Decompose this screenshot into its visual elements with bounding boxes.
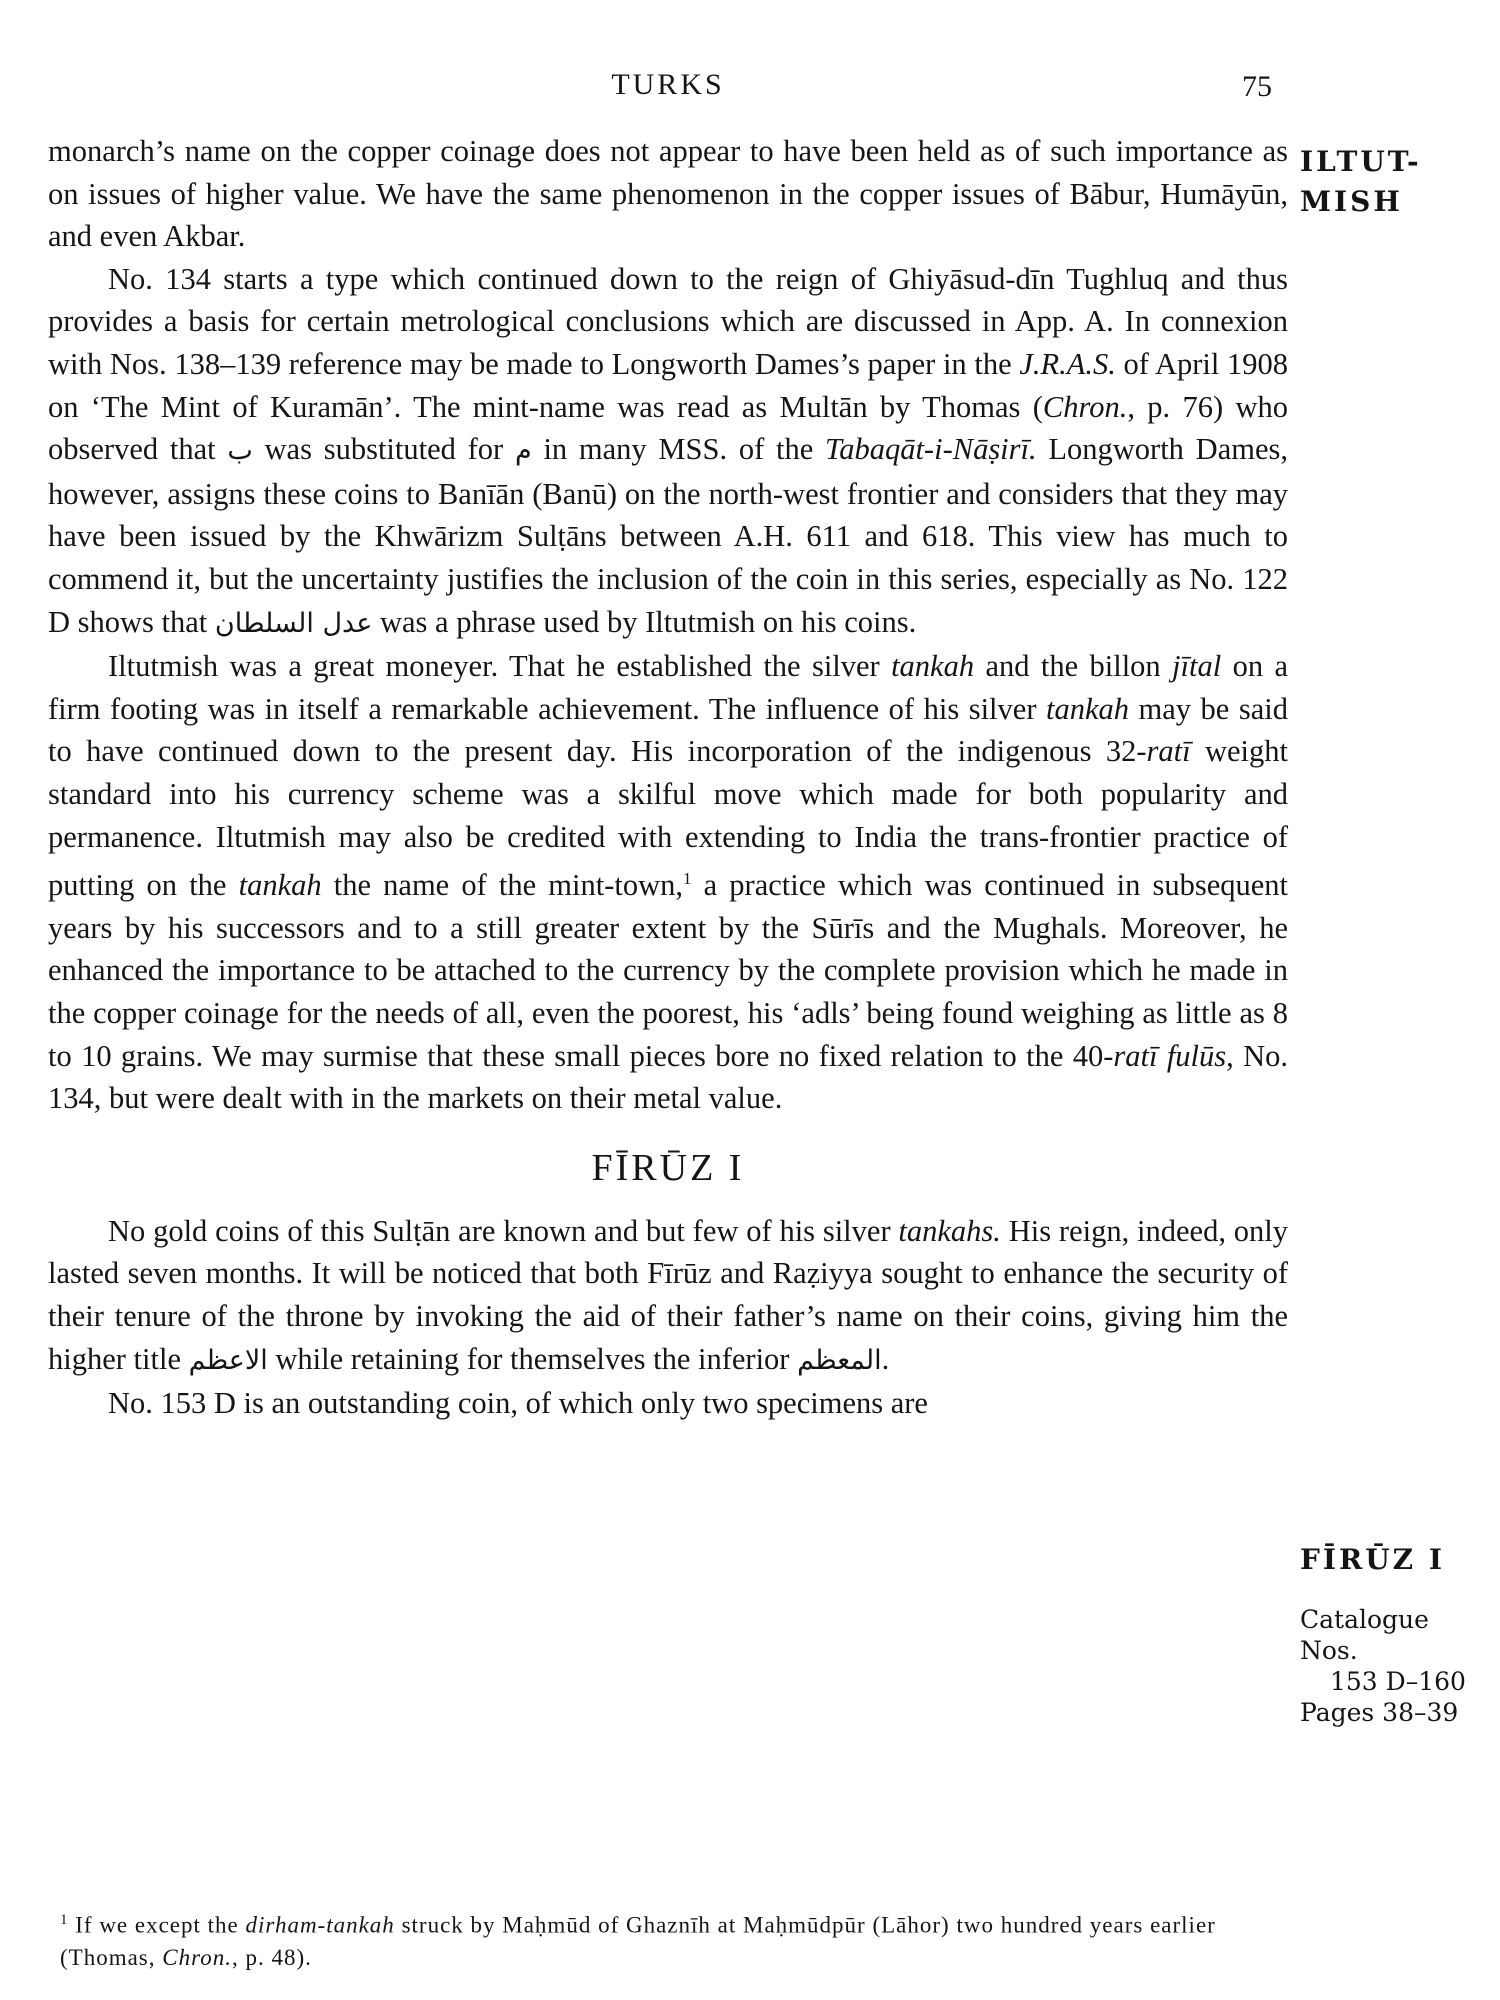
text-run: No. 153 D is an outstanding coin, of which only two specimens are [108, 1386, 928, 1421]
italic-run: jītal [1172, 649, 1222, 684]
paragraph-4 [48, 1210, 1288, 1382]
text-run: , No. 134, but were dealt with in the markets on their metal value. [48, 1038, 1289, 1116]
arabic-text: ب [227, 435, 253, 467]
italic-run: dirham-tankah [245, 1912, 395, 1938]
arabic-text: المعظم [797, 1344, 882, 1376]
paragraph-3 [48, 645, 1288, 1120]
paragraph-1-text: monarch’s name on the copper coinage does not appear to have been held as of such importance as on issues of higher value. We have the same phenomenon in the copper issues of Bābur, Humāyūn, and even Akbar. [48, 134, 1288, 254]
text-run: If we except the [68, 1912, 246, 1938]
italic-run: tankahs. [898, 1213, 1001, 1248]
paragraph-2 [48, 258, 1288, 645]
catalogue-nos-range: 153 D–160 [1330, 1667, 1466, 1696]
text-run: No gold coins of this Sulṭān are known and but few of his silver [108, 1213, 899, 1248]
text-run: was substituted for [252, 432, 515, 467]
catalogue-pages: Pages 38–39 [1300, 1698, 1459, 1727]
text-run: weight standard into his currency scheme was a skilful move which made for both popularity and permanence. Iltutmish may also be credited with extending to India the trans-frontier practice of putting on the [48, 734, 1288, 903]
text-run: the name of the mint-town, [321, 868, 683, 903]
italic-run: ratī [1146, 734, 1191, 769]
main-text [48, 130, 1288, 1425]
text-run: was a phrase used by Iltutmish on his coins. [372, 604, 917, 639]
text-run: on a firm footing was in itself a remarkable achievement. The influence of his silver [48, 649, 1288, 726]
arabic-text: الاعظم [188, 1344, 268, 1376]
italic-run: Tabaqāt-i-Nāṣirī. [825, 432, 1037, 467]
text-run: , p. 76) who observed that [48, 389, 1288, 467]
text-run: . [881, 1341, 890, 1376]
text-run: in many MSS. of the [531, 432, 826, 467]
text-run: , p. 48). [231, 1944, 312, 1970]
margin-catalogue-note [1300, 1604, 1496, 1728]
italic-run: tankah [891, 649, 975, 684]
arabic-text: م [514, 435, 532, 467]
italic-run: Chron. [162, 1944, 232, 1970]
italic-run: tankah [1046, 691, 1130, 726]
section-heading: FĪRŪZ I [591, 1146, 745, 1189]
margin-heading-iltutmish [1300, 142, 1422, 222]
footnote [60, 1904, 1290, 1974]
italic-run: ratī fulūs [1113, 1038, 1227, 1073]
text-run: Iltutmish was a great moneyer. That he established the silver [108, 649, 892, 684]
italic-run: tankah [238, 868, 322, 903]
text-run: struck by Maḥmūd of Ghaznīh at Maḥmūdpūr (Lāhor) two hundred years earlier (Thomas, [60, 1912, 1216, 1970]
catalogue-label: Catalogue [1300, 1605, 1429, 1634]
text-run: His reign, indeed, only lasted seven months. It will be noticed that both Fīrūz and Raẓiyya sought to enhance the security of their tenure of the throne by invoking the aid of their father’s name on their coins, giving him the higher title [48, 1213, 1288, 1376]
page-header [48, 66, 1288, 110]
margin-heading-line: ILTUT- [1300, 145, 1422, 178]
text-run: Longworth Dames, however, assigns these coins to Banīān (Banū) on the north-west frontier and considers that they may have been issued by the Khwārizm Sulṭāns between A.H. 611 and 618. This view has much to commend it, but the uncertainty justifies the inclusion of the coin in this series, especially as No. 122 D shows that [48, 432, 1289, 639]
italic-run: Chron. [1042, 389, 1128, 424]
text-run: may be said to have continued down to the present day. His incorporation of the indigenous 32- [48, 691, 1288, 769]
paragraph-1 [48, 130, 1288, 258]
arabic-text: عدل السلطان [214, 607, 373, 639]
italic-run: J.R.A.S. [1019, 346, 1116, 381]
catalogue-nos-label: Nos. [1300, 1636, 1358, 1665]
text-run: of April 1908 on ‘The Mint of Kuramān’. The mint-name was read as Multān by Thomas ( [48, 346, 1289, 424]
footnote-marker: 1 [60, 1912, 69, 1928]
text-run: while retaining for themselves the inferior [267, 1341, 798, 1376]
margin-heading-line: MISH [1300, 185, 1403, 218]
text-run: and the billon [974, 649, 1173, 684]
text-run: a practice which was continued in subsequent years by his successors and to a still greater extent by the Sūrīs and the Mughals. Moreover, he enhanced the importance to be attached to the currency by the complete provision which he made in the copper coinage for the needs of all, even the poorest, his ‘adls’ being found weighing as little as 8 to 10 grains. We may surmise that these small pieces bore no fixed relation to the 40- [48, 868, 1289, 1073]
paragraph-5 [48, 1382, 1288, 1425]
text-run: No. 134 starts a type which continued down to the reign of Ghiyāsud-dīn Tughluq and thus provides a basis for certain metrological conclusions which are discussed in App. A. In connexion with Nos. 138–139 reference may be made to Longworth Dames’s paper in the [48, 261, 1288, 381]
margin-heading-firuz: FĪRŪZ I [1300, 1543, 1445, 1576]
page-number: 75 [1242, 70, 1272, 103]
running-head: TURKS [611, 68, 725, 101]
footnote-reference: 1 [683, 869, 692, 889]
